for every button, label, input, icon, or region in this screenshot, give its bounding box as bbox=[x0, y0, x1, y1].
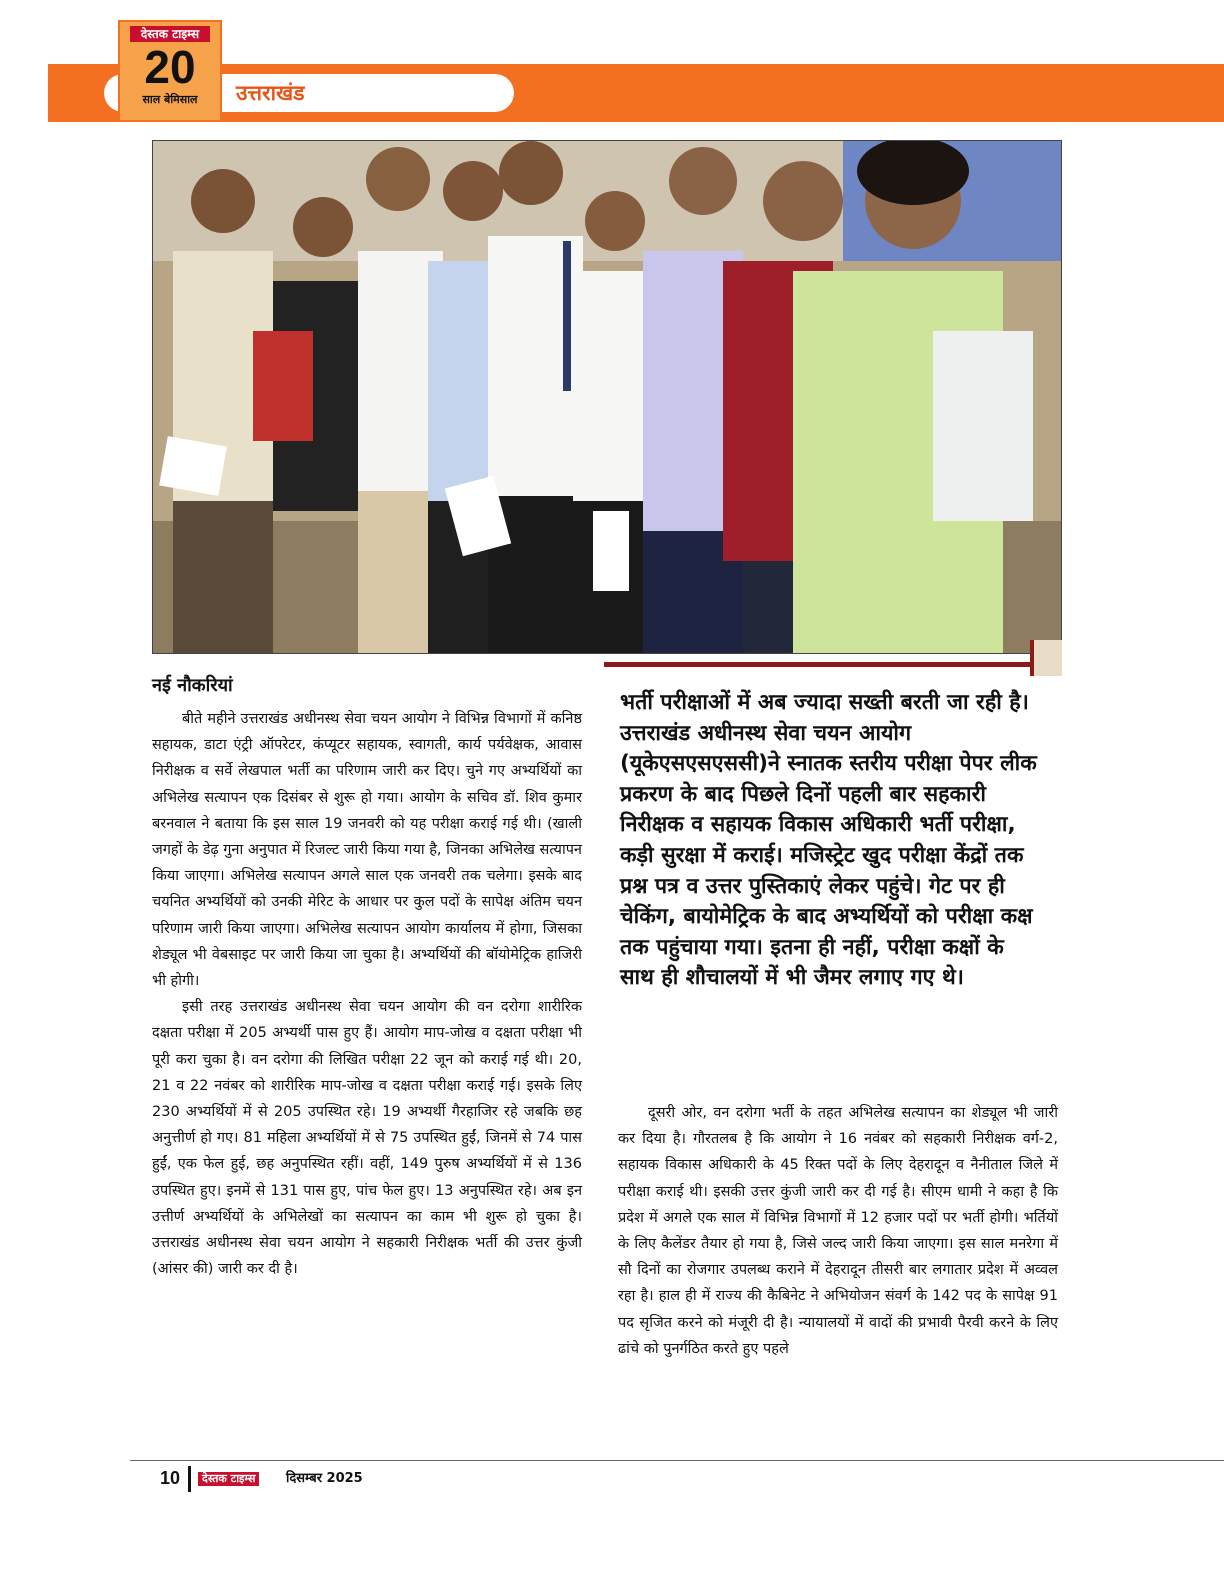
photo-corner-decoration bbox=[1030, 640, 1062, 676]
footer-brand: देस्तक टाइम्स bbox=[198, 1472, 259, 1486]
left-paragraph-2: इसी तरह उत्तराखंड अधीनस्थ सेवा चयन आयोग की वन दरोगा शारीरिक दक्षता परीक्षा में 205 अभ्यर्थी पास हुए हैं। आयोग माप-जोख व दक्षता परीक्षा भी पूरी करा चुका है। वन दरोगा की लिखित परीक्षा 22 जून को कराई गई थी। 20, 21 व 22 नवंबर को शारीरिक माप-जोख व दक्षता परीक्षा कराई गई। इसके लिए 230 अभ्यर्थियों में से 205 उपस्थित रहे। 19 अभ्यर्थी गैरहाजिर रहे जबकि छह अनुत्तीर्ण हो गए। 81 महिला अभ्यर्थियों में से 75 उपस्थित हुईं, जिनमें से 74 पास हुईं, एक फेल हुई, छह अनुपस्थित रहीं। वहीं, 149 पुरुष अभ्यर्थियों में से 136 उपस्थित हुए। इनमें से 131 पास हुए, पांच फेल हुए। 13 अनुपस्थित रहे। अब इन उत्तीर्ण अभ्यर्थियों के अभिलेखों का सत्यापन का काम भी शुरू हो चुका है। उत्तराखंड अधीनस्थ सेवा चयन आयोग ने सहकारी निरीक्षक भर्ती की उत्तर कुंजी (आंसर की) जारी कर दी है। bbox=[152, 999, 582, 1278]
footer-divider bbox=[130, 1460, 1224, 1461]
left-column bbox=[152, 706, 582, 1282]
left-paragraph-1: बीते महीने उत्तराखंड अधीनस्थ सेवा चयन आयोग ने विभिन्न विभागों में कनिष्ठ सहायक, डाटा एंट्री ऑपरेटर, कंप्यूटर सहायक, स्वागती, कार्य पर्यवेक्षक, आवास निरीक्षक व सर्वे लेखपाल भर्ती का परिणाम जारी कर दिए। चुने गए अभ्यर्थियों का अभिलेख सत्यापन एक दिसंबर से शुरू हो गया। आयोग के सचिव डॉ. शिव कुमार बरनवाल ने बताया कि इस साल 19 जनवरी को यह परीक्षा कराई गई थी। (खाली जगहों के डेढ़ गुना अनुपात में रिजल्ट जारी किया गया है, जिनका अभिलेख सत्यापन किया जाएगा। अभिलेख सत्यापन अगले साल एक जनवरी तक चलेगा। इसके बाद चयनित अभ्यर्थियों को उनकी मेरिट के आधार पर कुल पदों के सापेक्ष अंतिम चयन परिणाम जारी किया जाएगा। अभिलेख सत्यापन आयोग कार्यालय में होगा, जिसका शेड्यूल भी वेबसाइट पर जारी किया जा चुका है। अभ्यर्थियों की बॉयोमेट्रिक हाजिरी भी होगी। bbox=[152, 711, 582, 990]
footer-date: दिसम्बर 2025 bbox=[286, 1471, 363, 1486]
candidates-queue-illustration bbox=[153, 141, 1062, 654]
footer-separator bbox=[188, 1466, 191, 1492]
right-column bbox=[618, 1100, 1058, 1362]
article-subhead: नई नौकरियां bbox=[152, 675, 233, 696]
photo-accent-rule bbox=[604, 662, 1030, 667]
badge-subtitle: साल बेमिसाल bbox=[142, 93, 198, 106]
article-photo bbox=[152, 140, 1062, 654]
right-paragraph-1: दूसरी ओर, वन दरोगा भर्ती के तहत अभिलेख सत्यापन का शेड्यूल भी जारी कर दिया है। गौरतलब है कि आयोग ने 16 नवंबर को सहकारी निरीक्षक वर्ग-2, सहायक विकास अधिकारी के 45 रिक्त पदों के लिए देहरादून व नैनीताल जिले में परीक्षा कराई थी। इसकी उत्तर कुंजी जारी कर दी गई है। सीएम धामी ने कहा है कि प्रदेश में अगले एक साल में विभिन्न विभागों में 12 हजार पदों पर भर्ती होगी। भर्तियों के लिए कैलेंडर तैयार हो गया है, जिसे जल्द जारी किया जाएगा। इस साल मनरेगा में सौ दिनों का रोजगार उपलब्ध कराने में देहरादून तीसरी बार लगातार प्रदेश में अव्वल रहा है। हाल ही में राज्य की कैबिनेट ने अभियोजन संवर्ग के 142 पद के सापेक्ष 91 पद सृजित करने को मंजूरी दी है। न्यायालयों में वादों की प्रभावी पैरवी करने के लिए ढांचे को पुनर्गठित करते हुए पहले bbox=[618, 1105, 1058, 1357]
anniversary-badge bbox=[118, 20, 222, 122]
badge-brand: देस्तक टाइम्स bbox=[130, 26, 210, 42]
pull-quote: भर्ती परीक्षाओं में अब ज्यादा सख्ती बरती जा रही है। उत्तराखंड अधीनस्थ सेवा चयन आयोग (यूकेएसएसएससी)ने स्नातक स्तरीय परीक्षा पेपर लीक प्रकरण के बाद पिछले दिनों पहली बार सहकारी निरीक्षक व सहायक विकास अधिकारी भर्ती परीक्षा, कड़ी सुरक्षा में कराई। मजिस्ट्रेट खुद परीक्षा केंद्रों तक प्रश्न पत्र व उत्तर पुस्तिकाएं लेकर पहुंचे। गेट पर ही चेकिंग, बायोमेट्रिक के बाद अभ्यर्थियों को परीक्षा कक्ष तक पहुंचाया गया। इतना ही नहीं, परीक्षा कक्षों के साथ ही शौचालयों में भी जैमर लगाए गए थे। bbox=[620, 690, 1037, 991]
section-title: उत्तराखंड bbox=[236, 81, 305, 105]
page-number: 10 bbox=[160, 1468, 181, 1488]
badge-number: 20 bbox=[144, 41, 196, 93]
